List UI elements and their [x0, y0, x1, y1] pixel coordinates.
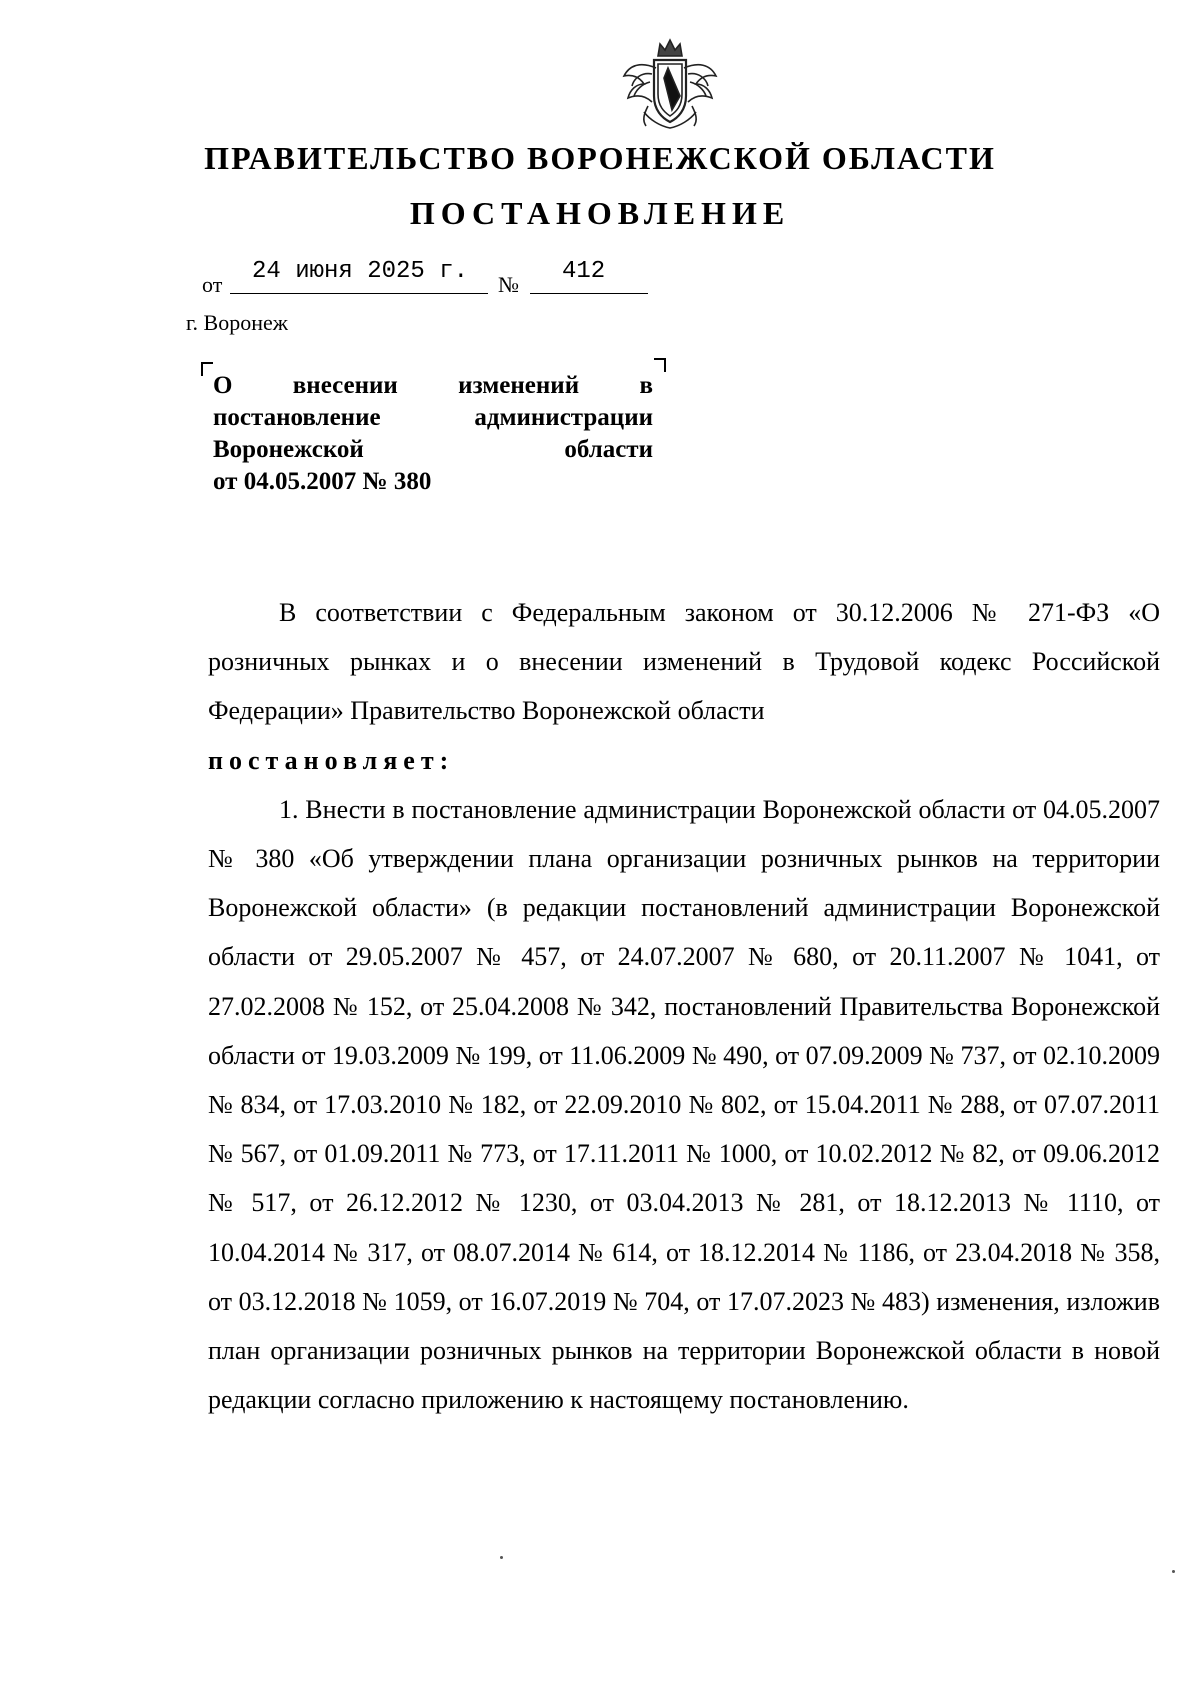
scan-speck: [500, 1556, 503, 1559]
scan-speck: [1172, 1570, 1175, 1573]
item-1-paragraph: 1. Внести в постановление администрации Воронежской области от 04.05.2007 № 380 «Об утверждении плана организации розничных рынков на территории Воронежской области» (в редакции постановлений администрации Воронежской области от 29.05.2007 № 457, от 24.07.2007 № 680, от 20.11.2007 № 1041, от 27.02.2008 № 152, от 25.04.2008 № 342, постановлений Правительства Воронежской области от 19.03.2009 № 199, от 11.06.2009 № 490, от 07.09.2009 № 737, от 02.10.2009 № 834, от 17.03.2010 № 182, от 22.09.2010 № 802, от 15.04.2011 № 288, от 07.07.2011 № 567, от 01.09.2011 № 773, от 17.11.2011 № 1000, от 10.02.2012 № 82, от 09.06.2012 № 517, от 26.12.2012 № 1230, от 03.04.2013 № 281, от 18.12.2013 № 1110, от 10.04.2014 № 317, от 08.07.2014 № 614, от 18.12.2014 № 1186, от 23.04.2018 № 358, от 03.12.2018 № 1059, от 16.07.2019 № 704, от 17.07.2023 № 483) изменения, изложив план организации розничных рынков на территории Воронежской области в новой редакции согласно приложению к настоящему постановлению.: [208, 794, 1160, 1415]
date-underline: [230, 293, 488, 294]
document-body: [208, 588, 1160, 1424]
subject-line-2: [213, 402, 653, 434]
subject-word: О: [213, 372, 233, 399]
resolves-word: постановляет:: [208, 745, 455, 775]
subject-line-1: [213, 370, 653, 402]
date-prefix: от: [202, 272, 223, 297]
subject-word: в: [639, 372, 653, 399]
subject-word: постановление: [213, 404, 381, 431]
number-underline: [530, 293, 648, 294]
subject-word: внесении: [292, 372, 398, 399]
subject-corner-right: [654, 358, 666, 372]
number-prefix: №: [498, 272, 519, 297]
document-date: 24 июня 2025 г.: [252, 258, 469, 285]
resolves-line: [208, 736, 1160, 785]
preamble-paragraph: В соответствии с Федеральным законом от 30.12.2006 № 271-ФЗ «О розничных рынках и о внесении изменений в Трудовой кодекс Российской Федерации» Правительство Воронежской области: [208, 598, 1160, 726]
subject-word: изменений: [458, 372, 580, 399]
subject-corner-left: [201, 362, 213, 376]
subject-line-4: от 04.05.2007 № 380: [213, 468, 432, 495]
date-number-row: [202, 258, 682, 298]
subject-word: области: [564, 436, 653, 463]
subject-line-3: [213, 434, 653, 466]
document-type: ПОСТАНОВЛЕНИЕ: [409, 195, 791, 231]
subject-heading: [213, 370, 653, 498]
city-name: г. Воронеж: [186, 310, 288, 335]
government-title: ПРАВИТЕЛЬСТВО ВОРОНЕЖСКОЙ ОБЛАСТИ: [204, 140, 996, 176]
coat-of-arms-icon: [620, 34, 720, 134]
document-number: 412: [562, 258, 606, 285]
subject-word: администрации: [474, 404, 653, 431]
subject-word: Воронежской: [213, 436, 364, 463]
